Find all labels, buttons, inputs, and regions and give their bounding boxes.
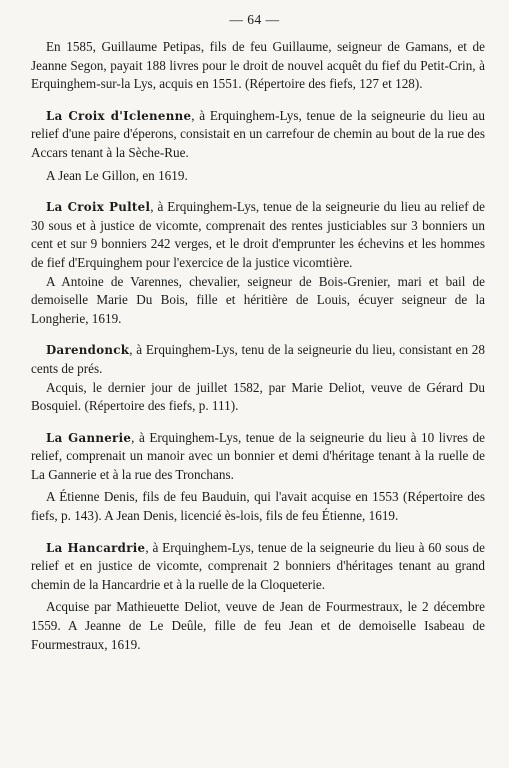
paragraph-croix-pultel bbox=[31, 198, 485, 272]
paragraph-croix-iclenenne bbox=[31, 107, 485, 163]
paragraph-text: , à Erquinghem-Lys, tenue de la seigneurie du lieu à 60 sous de relief et en justice de vicomte, comprenait 2 bonniers d'héritages tenant au grand chemin de la Hancardrie et à la ruelle de la Cloqueterie. bbox=[31, 539, 485, 592]
entry-heading: Darendonck bbox=[46, 343, 130, 358]
paragraph-text: A Étienne Denis, fils de feu Bauduin, qui l'avait acquise en 1553 (Répertoire des fiefs, p. 143). A Jean Denis, licencié ès-lois, fils de feu Étienne, 1619. bbox=[31, 489, 485, 524]
paragraph-text: , à Erquinghem-Lys, tenue de la seigneurie du lieu au relief de 30 sous et à justice de vicomte, comprenait des rentes justiciables sur 3 bonniers un cent et sur 9 bonniers 242 verges, et le droit d'emprunter les échevins et les hommes de fief d'Erquinghem pour l'exercice de la justice vicomtière. bbox=[31, 199, 485, 270]
paragraph-text: Acquise par Mathieuette Deliot, veuve de Jean de Fourmestraux, le 2 décembre 1559. A Jeanne de Le Deûle, fille de feu Jean et de demoiselle Isabeau de Fourmestraux, 1619. bbox=[31, 599, 485, 652]
entry-heading: La Gannerie bbox=[46, 430, 132, 445]
paragraph-holder bbox=[31, 167, 485, 186]
document-body bbox=[31, 38, 485, 654]
paragraph-text: , à Erquinghem-Lys, tenu de la seigneurie du lieu, consistant en 28 cents de prés. bbox=[31, 342, 485, 376]
entry-heading: La Croix Pultel bbox=[46, 200, 151, 215]
paragraph-text: , à Erquinghem-Lys, tenue de la seigneurie du lieu à 10 livres de relief, comprenait un manoir avec un bonnier et demi d'héritage tenant à la ruelle de La Gannerie et à la rue des Tronchans. bbox=[31, 429, 485, 482]
entry-heading: La Hancardrie bbox=[46, 540, 146, 555]
paragraph-text: Acquis, le dernier jour de juillet 1582, par Marie Deliot, veuve de Gérard Du Bosquiel. (Répertoire des fiefs, p. 111). bbox=[31, 379, 485, 414]
paragraph-text: A Antoine de Varennes, chevalier, seigneur de Bois-Grenier, mari et bail de demoiselle Marie Du Bois, fille et héritière de Louis, écuyer seigneur de la Longherie, 1619. bbox=[31, 273, 485, 326]
paragraph-holder bbox=[31, 379, 485, 416]
paragraph-darendonck bbox=[31, 341, 485, 378]
paragraph-holder bbox=[31, 598, 485, 654]
paragraph-petit-crin bbox=[31, 38, 485, 94]
paragraph-text: , à Erquinghem-Lys, tenue de la seigneurie du lieu au relief d'une paire d'éperons, consistait en un carrefour de chemin au bout de la rue des Accars tenant à la Sèche-Rue. bbox=[31, 107, 485, 160]
paragraph-text: A Jean Le Gillon, en 1619. bbox=[46, 167, 188, 183]
entry-heading: La Croix d'Iclenenne bbox=[46, 108, 192, 123]
paragraph-gannerie bbox=[31, 429, 485, 485]
page-number: — 64 — bbox=[229, 12, 280, 27]
paragraph-hancardrie bbox=[31, 539, 485, 595]
paragraph-text: En 1585, Guillaume Petipas, fils de feu Guillaume, seigneur de Gamans, et de Jeanne Segon, payait 188 livres pour le droit de nouvel acquêt du fief du Petit-Crin, à Erquinghem-sur-la Lys, acquis en 1551. (Répertoire des fiefs, 127 et 128). bbox=[31, 39, 485, 92]
paragraph-holder bbox=[31, 273, 485, 329]
paragraph-holder bbox=[31, 488, 485, 525]
